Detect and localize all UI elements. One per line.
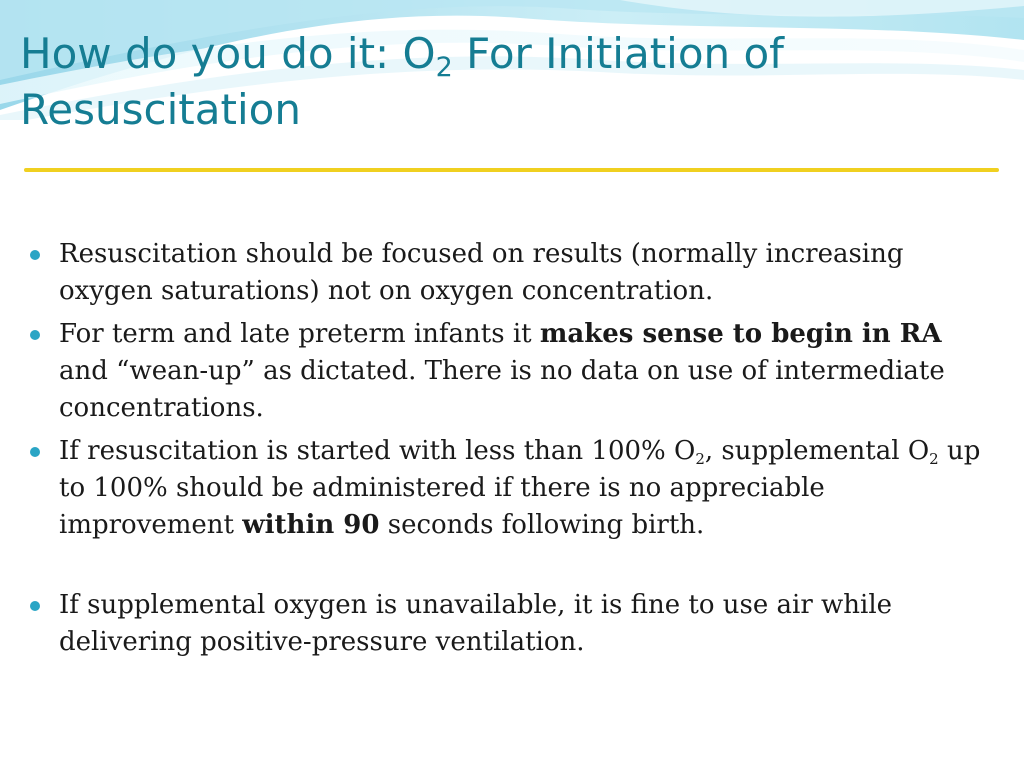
slide-title: [20, 26, 1000, 138]
title-part-2: For Initiation of Resuscitation: [20, 29, 784, 134]
bullet-dot-icon: [30, 447, 40, 457]
title-part-1: How do you do it: O: [20, 29, 436, 78]
bullet-3-bold: within 90: [242, 510, 380, 540]
bullet-dot-icon: [30, 601, 40, 611]
bullet-2-bold: makes sense to begin in RA: [539, 319, 942, 349]
bullet-item-2: [0, 316, 1024, 427]
bullet-3-text-a: If resuscitation is started with less than 100% O: [59, 436, 696, 466]
bullet-1-text: Resuscitation should be focused on results (normally increasing oxygen saturations) not on oxygen concentration.: [59, 239, 904, 306]
bullet-item-1: [0, 236, 1024, 310]
bullet-2-text-a: For term and late preterm infants it: [59, 319, 540, 349]
bullet-dot-icon: [30, 250, 40, 260]
bullet-4-text: If supplemental oxygen is unavailable, it is fine to use air while delivering positive-pressure ventilation.: [59, 590, 893, 657]
bullet-3-subscript-a: 2: [695, 450, 705, 468]
bullet-item-3: [0, 433, 1024, 544]
bullet-3-text-b: , supplemental O: [704, 436, 930, 466]
bullet-dot-icon: [30, 330, 40, 340]
bullet-3-subscript-b: 2: [929, 450, 939, 468]
bullet-2-text-b: and “wean-up” as dictated. There is no data on use of intermediate concentrations.: [59, 356, 945, 423]
title-divider: [24, 168, 999, 172]
title-subscript: 2: [435, 52, 453, 83]
bullet-list: [0, 236, 1024, 667]
bullet-3-text-c: up to 100% should be administered if there is no appreciable improvement: [59, 436, 981, 540]
bullet-3-text-d: seconds following birth.: [379, 510, 705, 540]
bullet-item-4: [0, 587, 1024, 661]
